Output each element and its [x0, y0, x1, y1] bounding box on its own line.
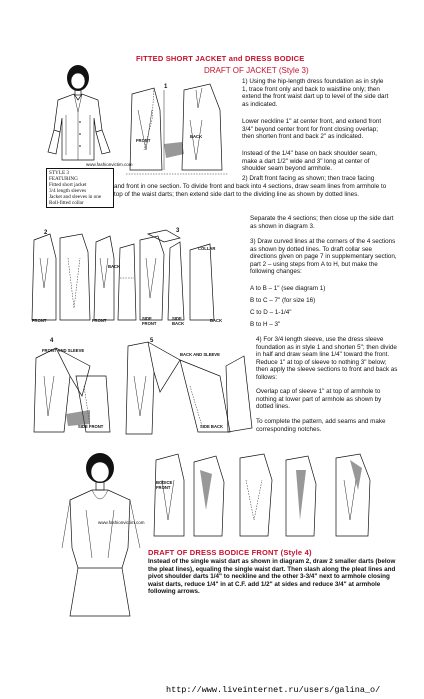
step3-text: 3) Draw curved lines at the corners of the 4 sections as shown by dotted lines. To draft collar see directions given on page 7 in supplementary section, part 2 – using steps from A to H, but make the following changes: — [250, 238, 397, 276]
feature-line-5: Jacket and sleeves in one — [49, 194, 102, 200]
measure-4: B to H – 3" — [250, 321, 281, 328]
measure-2: B to C – 7" (for size 16) — [250, 297, 316, 304]
label-back-3: BACK — [210, 318, 223, 323]
step2a-text: 2) Draft front facing as shown; then trace facing — [242, 175, 375, 182]
step2c-text: Separate the 4 sections; then close up the side dart as shown in diagram 3. — [250, 215, 394, 230]
label-front-1: FRONT — [136, 138, 151, 143]
label-back-sleeve: BACK AND SLEEVE — [180, 352, 220, 357]
bodice-figure-illustration — [52, 448, 152, 618]
feature-line-4: 3/4 length sleeves — [49, 188, 87, 194]
watermark-1: www.fashionvictim.com — [86, 162, 133, 167]
feature-line-3: Fitted short jacket — [49, 182, 87, 188]
label-side-back-2: SIDE BACK — [200, 424, 224, 429]
page-subtitle: DRAFT OF JACKET (Style 3) — [204, 66, 309, 75]
diagram-1 — [124, 80, 240, 190]
step1b-text: Lower neckline 1" at center front, and extend front 3/4" beyond center front for front closing overlap; then shorten front and back 2" as indicated. — [242, 118, 382, 141]
step1-text: 1) Using the hip-length dress foundation as in style 1, trace front only and back to waistline only; then extend the front waist dart up to level of the side dart as indicated. — [242, 78, 389, 108]
label-front-2: FRONT — [32, 318, 47, 323]
diagram-number-2: 2 — [44, 230, 48, 236]
diagram-2-3 — [30, 228, 250, 332]
diagram-number-5: 5 — [150, 338, 154, 344]
diagram-number-3: 3 — [176, 228, 180, 234]
label-front-3: FRONT — [92, 318, 107, 323]
feature-line-6: Roll-fitted collar — [49, 200, 84, 206]
measure-1: A to B – 1" (see diagram 1) — [250, 285, 326, 292]
step4c-text: To complete the pattern, add seams and make corresponding notches. — [256, 418, 386, 433]
step2b-text: and front in one section. To divide front and back into 4 sections, draw seam lines from armhole to top of the waist darts; then extend side dart to the dividing line as shown by dotted lines. — [114, 183, 387, 198]
label-side-back: SIDE BACK — [172, 316, 185, 326]
label-back-1: BACK — [190, 134, 203, 139]
label-back-2: BACK — [108, 264, 121, 269]
footer-url[interactable]: http://www.liveinternet.ru/users/galina_o/ — [166, 685, 381, 695]
label-bodice-front: BODICE FRONT — [156, 480, 173, 490]
label-collar: COLLAR — [198, 246, 216, 251]
measure-3: C to D – 1-1/4" — [250, 309, 292, 316]
diagram-number-4: 4 — [50, 338, 54, 344]
page-title: FITTED SHORT JACKET and DRESS BODICE — [136, 54, 305, 63]
bodice-text: Instead of the single waist dart as shown in diagram 2, draw 2 smaller darts (below the pleat lines), equaling the single waist dart. Then slash along the pleat lines and pivot shoulder darts 1/4" to neckline and the other 3-3/4" next to armhole closing waist darts, reduce 1/4" in at C.F. add 1/2" at sides and reduce 3/4" at armhole following arrows. — [148, 558, 396, 596]
feature-box — [46, 168, 114, 208]
feature-line-1: STYLE 3 — [49, 170, 70, 176]
step4b-text: Overlap cap of sleeve 1" at top of armhole to nothing at lower part of armhole as shown by dotted lines. — [256, 388, 382, 411]
label-side-front: SIDE FRONT — [142, 316, 157, 326]
watermark-2: www.fashionvictim.com — [98, 520, 145, 525]
bodice-title: DRAFT OF DRESS BODICE FRONT (Style 4) — [148, 548, 312, 557]
step4-text: 4) For 3/4 length sleeve, use the dress sleeve foundation as in style 1 and shorten 5"; then divide in half and draw seam line 1/4" toward the front. Reduce 1" at top of sleeve to nothing 3" below; then apply the sleeve sections to front and back as follows: — [256, 336, 398, 381]
diagram-number-1: 1 — [164, 84, 168, 90]
bodice-diagram — [150, 450, 400, 542]
label-side-front-2: SIDE FRONT — [78, 424, 104, 429]
feature-line-2: FEATURING — [49, 176, 78, 182]
label-front-sleeve: FRONT AND SLEEVE — [42, 348, 85, 353]
step1c-text: Instead of the 1/4" base on back shoulder seam, make a dart 1/2" wide and 3" long at center of shoulder seam beyond armhole. — [242, 150, 377, 173]
